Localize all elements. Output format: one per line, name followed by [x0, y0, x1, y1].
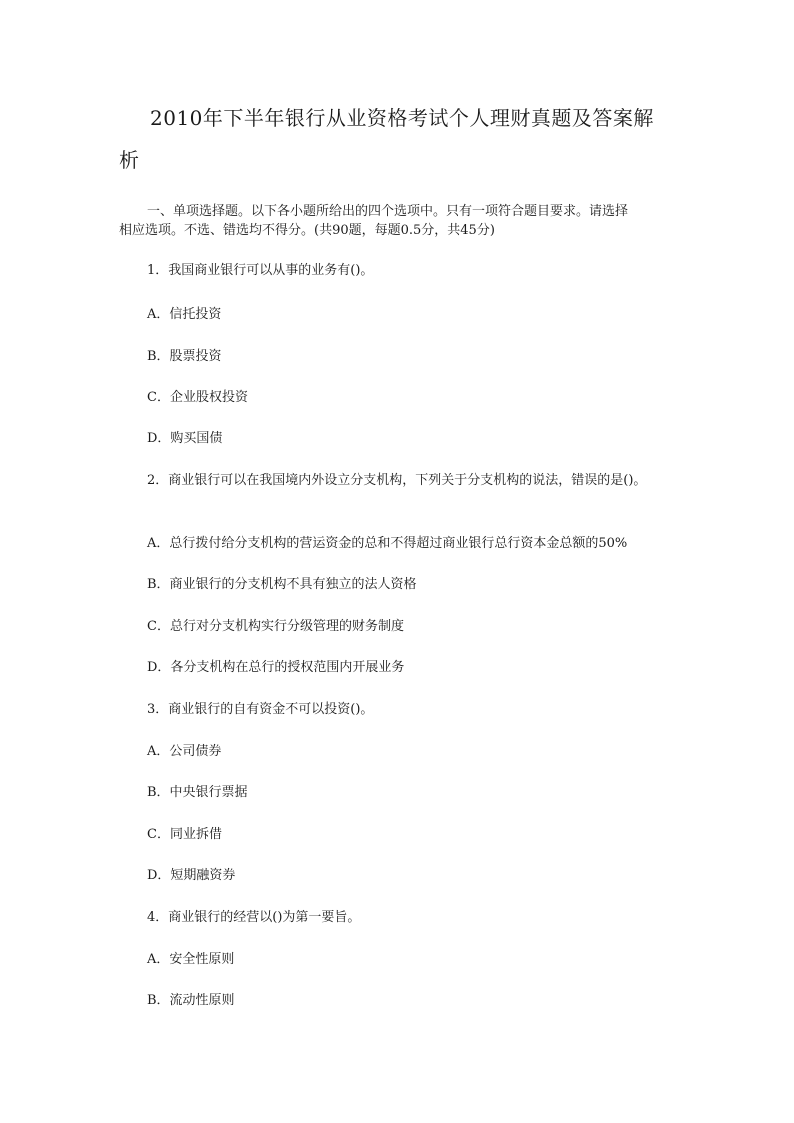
section-intro-line-1: 一、单项选择题。以下各小题所给出的四个选项中。只有一项符合题目要求。请选择 [147, 204, 629, 219]
section-intro [119, 202, 679, 240]
section-intro-line-2: 相应选项。不选、错选均不得分。(共90题，每题0.5分，共45分) [119, 223, 495, 238]
question-1-option-b: B．股票投资 [147, 349, 222, 364]
document-title-line-1: 2010年下半年银行从业资格考试个人理财真题及答案解 [150, 106, 654, 130]
question-1-option-c: C．企业股权投资 [147, 390, 248, 405]
question-2-option-d: D．各分支机构在总行的授权范围内开展业务 [147, 660, 405, 675]
question-3-option-a: A．公司债券 [147, 744, 222, 759]
question-2-option-b: B．商业银行的分支机构不具有独立的法人资格 [147, 577, 417, 592]
question-4: 4．商业银行的经营以()为第一要旨。 [147, 910, 361, 925]
question-4-option-a: A．安全性原则 [147, 952, 235, 967]
document-title-line-2: 析 [119, 148, 140, 172]
question-3-option-c: C．同业拆借 [147, 827, 222, 842]
question-1-option-a: A．信托投资 [147, 307, 222, 322]
question-1-option-d: D．购买国债 [147, 431, 223, 446]
question-2-option-a: A．总行拨付给分支机构的营运资金的总和不得超过商业银行总行资本金总额的50% [147, 536, 628, 551]
question-3: 3．商业银行的自有资金不可以投资()。 [147, 702, 374, 717]
question-4-option-b: B．流动性原则 [147, 993, 235, 1008]
question-3-option-d: D．短期融资券 [147, 868, 236, 883]
question-2-option-c: C．总行对分支机构实行分级管理的财务制度 [147, 619, 404, 634]
question-2: 2．商业银行可以在我国境内外设立分支机构，下列关于分支机构的说法，错误的是()。 [147, 473, 647, 488]
question-3-option-b: B．中央银行票据 [147, 785, 248, 800]
question-1: 1．我国商业银行可以从事的业务有()。 [147, 263, 374, 278]
